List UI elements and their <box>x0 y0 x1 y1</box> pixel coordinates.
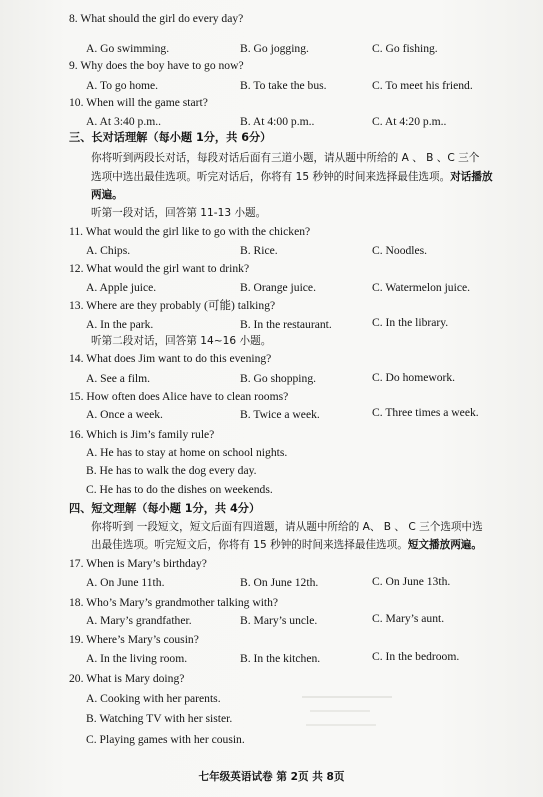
option-20c: C. Playing games with her cousin. <box>86 733 245 746</box>
option-14b: B. Go shopping. <box>240 372 317 385</box>
section-3-instruction-line-3: 两遍。 <box>91 189 123 201</box>
option-11c: C. Noodles. <box>372 244 428 257</box>
option-17b: B. On June 12th. <box>240 576 319 589</box>
section-3-instruction-line-2 <box>91 170 493 184</box>
section-4-play-note: 短文播放两遍。 <box>407 539 482 551</box>
page-footer: 七年级英语试卷 第 2页 共 8页 <box>198 771 345 783</box>
option-13a: A. In the park. <box>86 318 154 331</box>
option-17c: C. On June 13th. <box>372 575 451 588</box>
option-13b: B. In the restaurant. <box>240 318 332 331</box>
question-9: 9. Why does the boy have to go now? <box>69 59 244 72</box>
option-20b: B. Watching TV with her sister. <box>86 712 233 725</box>
option-19c: C. In the bedroom. <box>372 650 460 663</box>
option-18c: C. Mary’s aunt. <box>372 612 445 625</box>
question-15: 15. How often does Alice have to clean rooms? <box>69 390 289 403</box>
bleed-through-texture <box>300 690 420 738</box>
option-9c: C. To meet his friend. <box>372 79 473 92</box>
question-18: 18. Who’s Mary’s grandmother talking with? <box>69 596 279 609</box>
question-20: 20. What is Mary doing? <box>69 672 185 685</box>
option-16a: A. He has to stay at home on school nights. <box>86 446 288 459</box>
option-12c: C. Watermelon juice. <box>372 281 471 294</box>
section-3-instruction-text: 选项中选出最佳选项。听完对话后，你将有 15 秒钟的时间来选择最佳选项。 <box>91 171 451 183</box>
option-16c: C. He has to do the dishes on weekends. <box>86 483 273 496</box>
option-10b: B. At 4:00 p.m.. <box>240 115 315 128</box>
section-4-title: 四、短文理解（每小题 1分，共 4分） <box>69 502 261 515</box>
option-19b: B. In the kitchen. <box>240 652 321 665</box>
question-14: 14. What does Jim want to do this evening? <box>69 352 272 365</box>
question-19: 19. Where’s Mary’s cousin? <box>69 633 199 646</box>
option-18b: B. Mary’s uncle. <box>240 614 318 627</box>
section-3-title: 三、长对话理解（每小题 1分，共 6分） <box>69 131 272 144</box>
option-8c: C. Go fishing. <box>372 42 438 55</box>
option-13c: C. In the library. <box>372 316 449 329</box>
question-17: 17. When is Mary’s birthday? <box>69 557 207 570</box>
option-10c: C. At 4:20 p.m.. <box>372 115 447 128</box>
option-9a: A. To go home. <box>86 79 159 92</box>
option-11a: A. Chips. <box>86 244 131 257</box>
option-10a: A. At 3:40 p.m.. <box>86 115 162 128</box>
dialog-1-heading: 听第一段对话，回答第 11-13 小题。 <box>91 207 267 219</box>
section-3-play-note: 对话播放 <box>450 171 493 183</box>
section-4-instruction-text: 出最佳选项。听完短文后，你将有 15 秒钟的时间来选择最佳选项。 <box>91 539 408 551</box>
option-12a: A. Apple juice. <box>86 281 157 294</box>
option-14c: C. Do homework. <box>372 371 456 384</box>
option-14a: A. See a film. <box>86 372 151 385</box>
option-8b: B. Go jogging. <box>240 42 309 55</box>
section-3-instruction-line-1: 你将听到两段长对话，每段对话后面有三道小题，请从题中所给的 A 、 B 、C 三个 <box>91 152 480 164</box>
question-10: 10. When will the game start? <box>69 96 208 109</box>
option-15b: B. Twice a week. <box>240 408 320 421</box>
option-12b: B. Orange juice. <box>240 281 316 294</box>
option-9b: B. To take the bus. <box>240 79 327 92</box>
question-12: 12. What would the girl want to drink? <box>69 262 250 275</box>
question-16: 16. Which is Jim’s family rule? <box>69 428 215 441</box>
question-8: 8. What should the girl do every day? <box>69 12 244 25</box>
bleed-through-svg <box>300 690 420 738</box>
option-17a: A. On June 11th. <box>86 576 165 589</box>
option-20a: A. Cooking with her parents. <box>86 692 221 705</box>
option-8a: A. Go swimming. <box>86 42 170 55</box>
option-15c: C. Three times a week. <box>372 406 479 419</box>
dialog-2-heading: 听第二段对话，回答第 14~16 小题。 <box>91 335 272 347</box>
option-16b: B. He has to walk the dog every day. <box>86 464 257 477</box>
section-4-instruction-line-2 <box>91 538 482 552</box>
option-15a: A. Once a week. <box>86 408 163 421</box>
question-13: 13. Where are they probably (可能) talking? <box>69 299 276 312</box>
option-19a: A. In the living room. <box>86 652 188 665</box>
question-11: 11. What would the girl like to go with the chicken? <box>69 225 311 238</box>
section-4-instruction-line-1: 你将听到 一段短文，短文后面有四道题，请从题中所给的 A、 B 、 C 三个选项中选 <box>91 521 483 533</box>
option-18a: A. Mary’s grandfather. <box>86 614 192 627</box>
option-11b: B. Rice. <box>240 244 278 257</box>
